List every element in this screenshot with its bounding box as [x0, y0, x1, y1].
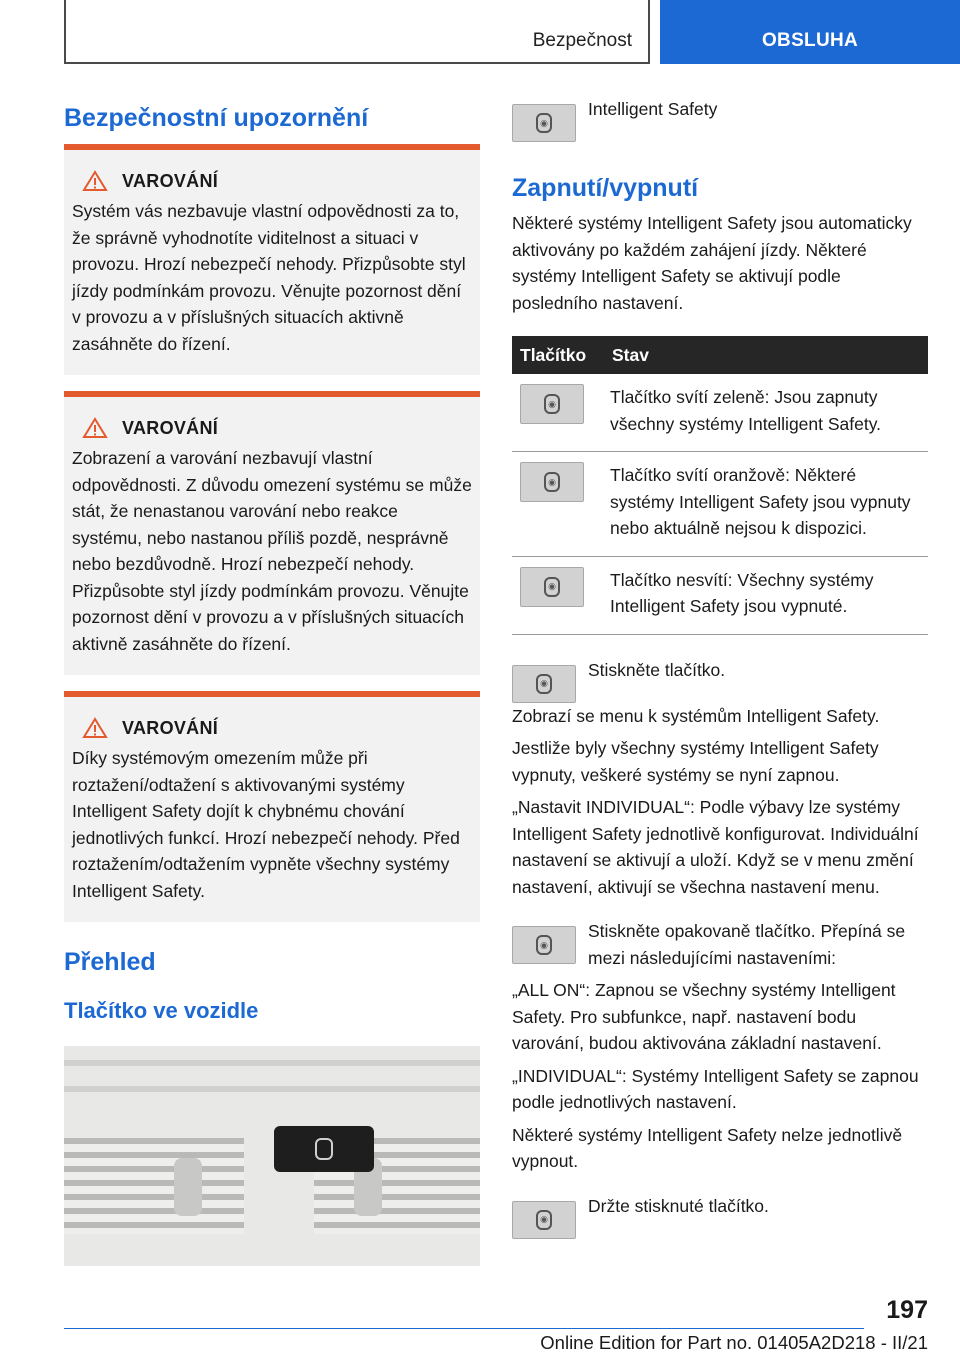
table-cell: Tlačítko nesvítí: Všechny systémy Intelligent Safety jsou vypnuté.: [604, 556, 928, 634]
table-row: [512, 374, 928, 452]
button-green-icon: ◉: [520, 384, 584, 424]
intelligent-safety-icon: ◉: [512, 926, 576, 964]
header-box: [64, 0, 650, 64]
intelligent-safety-icon: [315, 1138, 333, 1160]
warning-label: VAROVÁNÍ: [122, 170, 219, 191]
warning-icon: [82, 170, 108, 192]
button-orange-icon: ◉: [520, 462, 584, 502]
warning-label: VAROVÁNÍ: [122, 417, 219, 438]
header-section: Bezpečnost: [532, 30, 632, 51]
cannot-switch-off-text: Některé systémy Intelligent Safety nelze jednotlivě vypnout.: [512, 1124, 903, 1171]
warning-icon: [82, 717, 108, 739]
warning-icon: [82, 417, 108, 439]
all-off-text: Jestliže byly všechny systémy Intelligent Safety vypnuty, veškeré systémy se nyní zapnou.: [512, 738, 879, 785]
vehicle-button-photo: [64, 1046, 480, 1266]
status-table: [512, 336, 928, 635]
left-column: [64, 100, 480, 1266]
table-header-button: Tlačítko: [512, 336, 604, 374]
hold-text: Držte stisknuté tlačítko.: [588, 1195, 769, 1216]
press-label: Stiskněte tlačítko.: [588, 659, 726, 680]
warning-text: Systém vás nezbavuje vlastní odpovědnosti za to, že správně vyhodnotíte viditelnost a situaci v provozu. Hrozí nebezpečí nehody. Přizpůsobte styl jízdy podmínkám provozu. Věnujte pozornost dění v provozu a v příslušných situacích aktivně zasáhněte do řízení.: [72, 201, 466, 354]
page-number: 197: [886, 1296, 928, 1324]
icon-caption-row: [512, 96, 928, 142]
press-repeat: Stiskněte opakovaně tlačítko. Přepíná se mezi následujícími nastaveními:: [588, 921, 906, 968]
press-repeat-row: [512, 918, 928, 971]
table-row: [512, 452, 928, 557]
intelligent-safety-icon: ◉: [512, 665, 576, 703]
table-cell: Tlačítko svítí zeleně: Jsou zapnuty všechny systémy Intelligent Safety.: [604, 374, 928, 452]
intelligent-safety-button: [274, 1126, 374, 1172]
warning-text: Díky systémovým omezením může při roztažení/odtažení s aktivovanými systémy Intelligent Safety dojít k chybnému chování jednotlivých funkcí. Hrozí nebezpečí nehody. Před roztažením/odtažením vypněte všechny systémy Intelligent Safety.: [72, 748, 460, 901]
header-tab[interactable]: [660, 0, 960, 64]
table-row: [512, 556, 928, 634]
table-header-status: Stav: [604, 336, 928, 374]
intelligent-safety-icon: ◉: [512, 104, 576, 142]
onoff-title: Zapnutí/vypnutí: [512, 174, 699, 202]
safety-warnings-title: Bezpečnostní upozornění: [64, 104, 369, 132]
header-tab-label: OBSLUHA: [761, 30, 859, 51]
button-off-icon: ◉: [520, 567, 584, 607]
footer-edition: Online Edition for Part no. 01405A2D218 - II/21: [540, 1332, 928, 1353]
press-row: [512, 657, 928, 703]
table-cell: Tlačítko svítí oranžově: Některé systémy Intelligent Safety jsou vypnuty nebo aktuálně nejsou k dispozici.: [604, 452, 928, 557]
warning-box-3: [64, 691, 480, 922]
all-on-text: „ALL ON“: Zapnou se všechny systémy Intelligent Safety. Pro subfunkce, např. nastavení bodu varování, budou aktivována základní nastavení.: [512, 980, 896, 1053]
overview-title: Přehled: [64, 948, 156, 976]
press-text: Zobrazí se menu k systémům Intelligent Safety.: [512, 705, 880, 726]
hold-row: [512, 1193, 928, 1239]
icon-caption: Intelligent Safety: [588, 99, 718, 119]
button-in-vehicle-title: Tlačítko ve vozidle: [64, 998, 259, 1023]
warning-box-1: [64, 144, 480, 375]
warning-text: Zobrazení a varování nezbavují vlastní odpovědnosti. Z důvodu omezení systému se může stát, že nenastanou varování nebo reakce systému, nebo nastanou příliš pozdě, nesprávně nebo bezdůvodně. Hrozí nebezpečí nehody. Přizpůsobte styl jízdy podmínkám provozu. Věnujte pozornost dění v provozu a v příslušných situacích aktivně zasáhněte do řízení.: [72, 448, 472, 654]
intelligent-safety-icon: ◉: [512, 1201, 576, 1239]
onoff-text: Některé systémy Intelligent Safety jsou automaticky aktivovány po každém zahájení jízdy. Některé systémy Intelligent Safety se aktivují podle posledního nastavení.: [512, 213, 912, 313]
footer-divider: [64, 1328, 864, 1329]
individual-2-text: „INDIVIDUAL“: Systémy Intelligent Safety se zapnou podle jednotlivých nastavení.: [512, 1065, 919, 1112]
warning-box-2: [64, 391, 480, 675]
warning-label: VAROVÁNÍ: [122, 717, 219, 738]
right-column: [512, 100, 928, 1239]
individual-text: „Nastavit INDIVIDUAL“: Podle výbavy lze systémy Intelligent Safety jednotlivě konfigurovat. Individuální nastavení se aktivují a uloží. Když se v menu změní nastavení, aktivují se všechna nastavení menu.: [512, 797, 919, 897]
